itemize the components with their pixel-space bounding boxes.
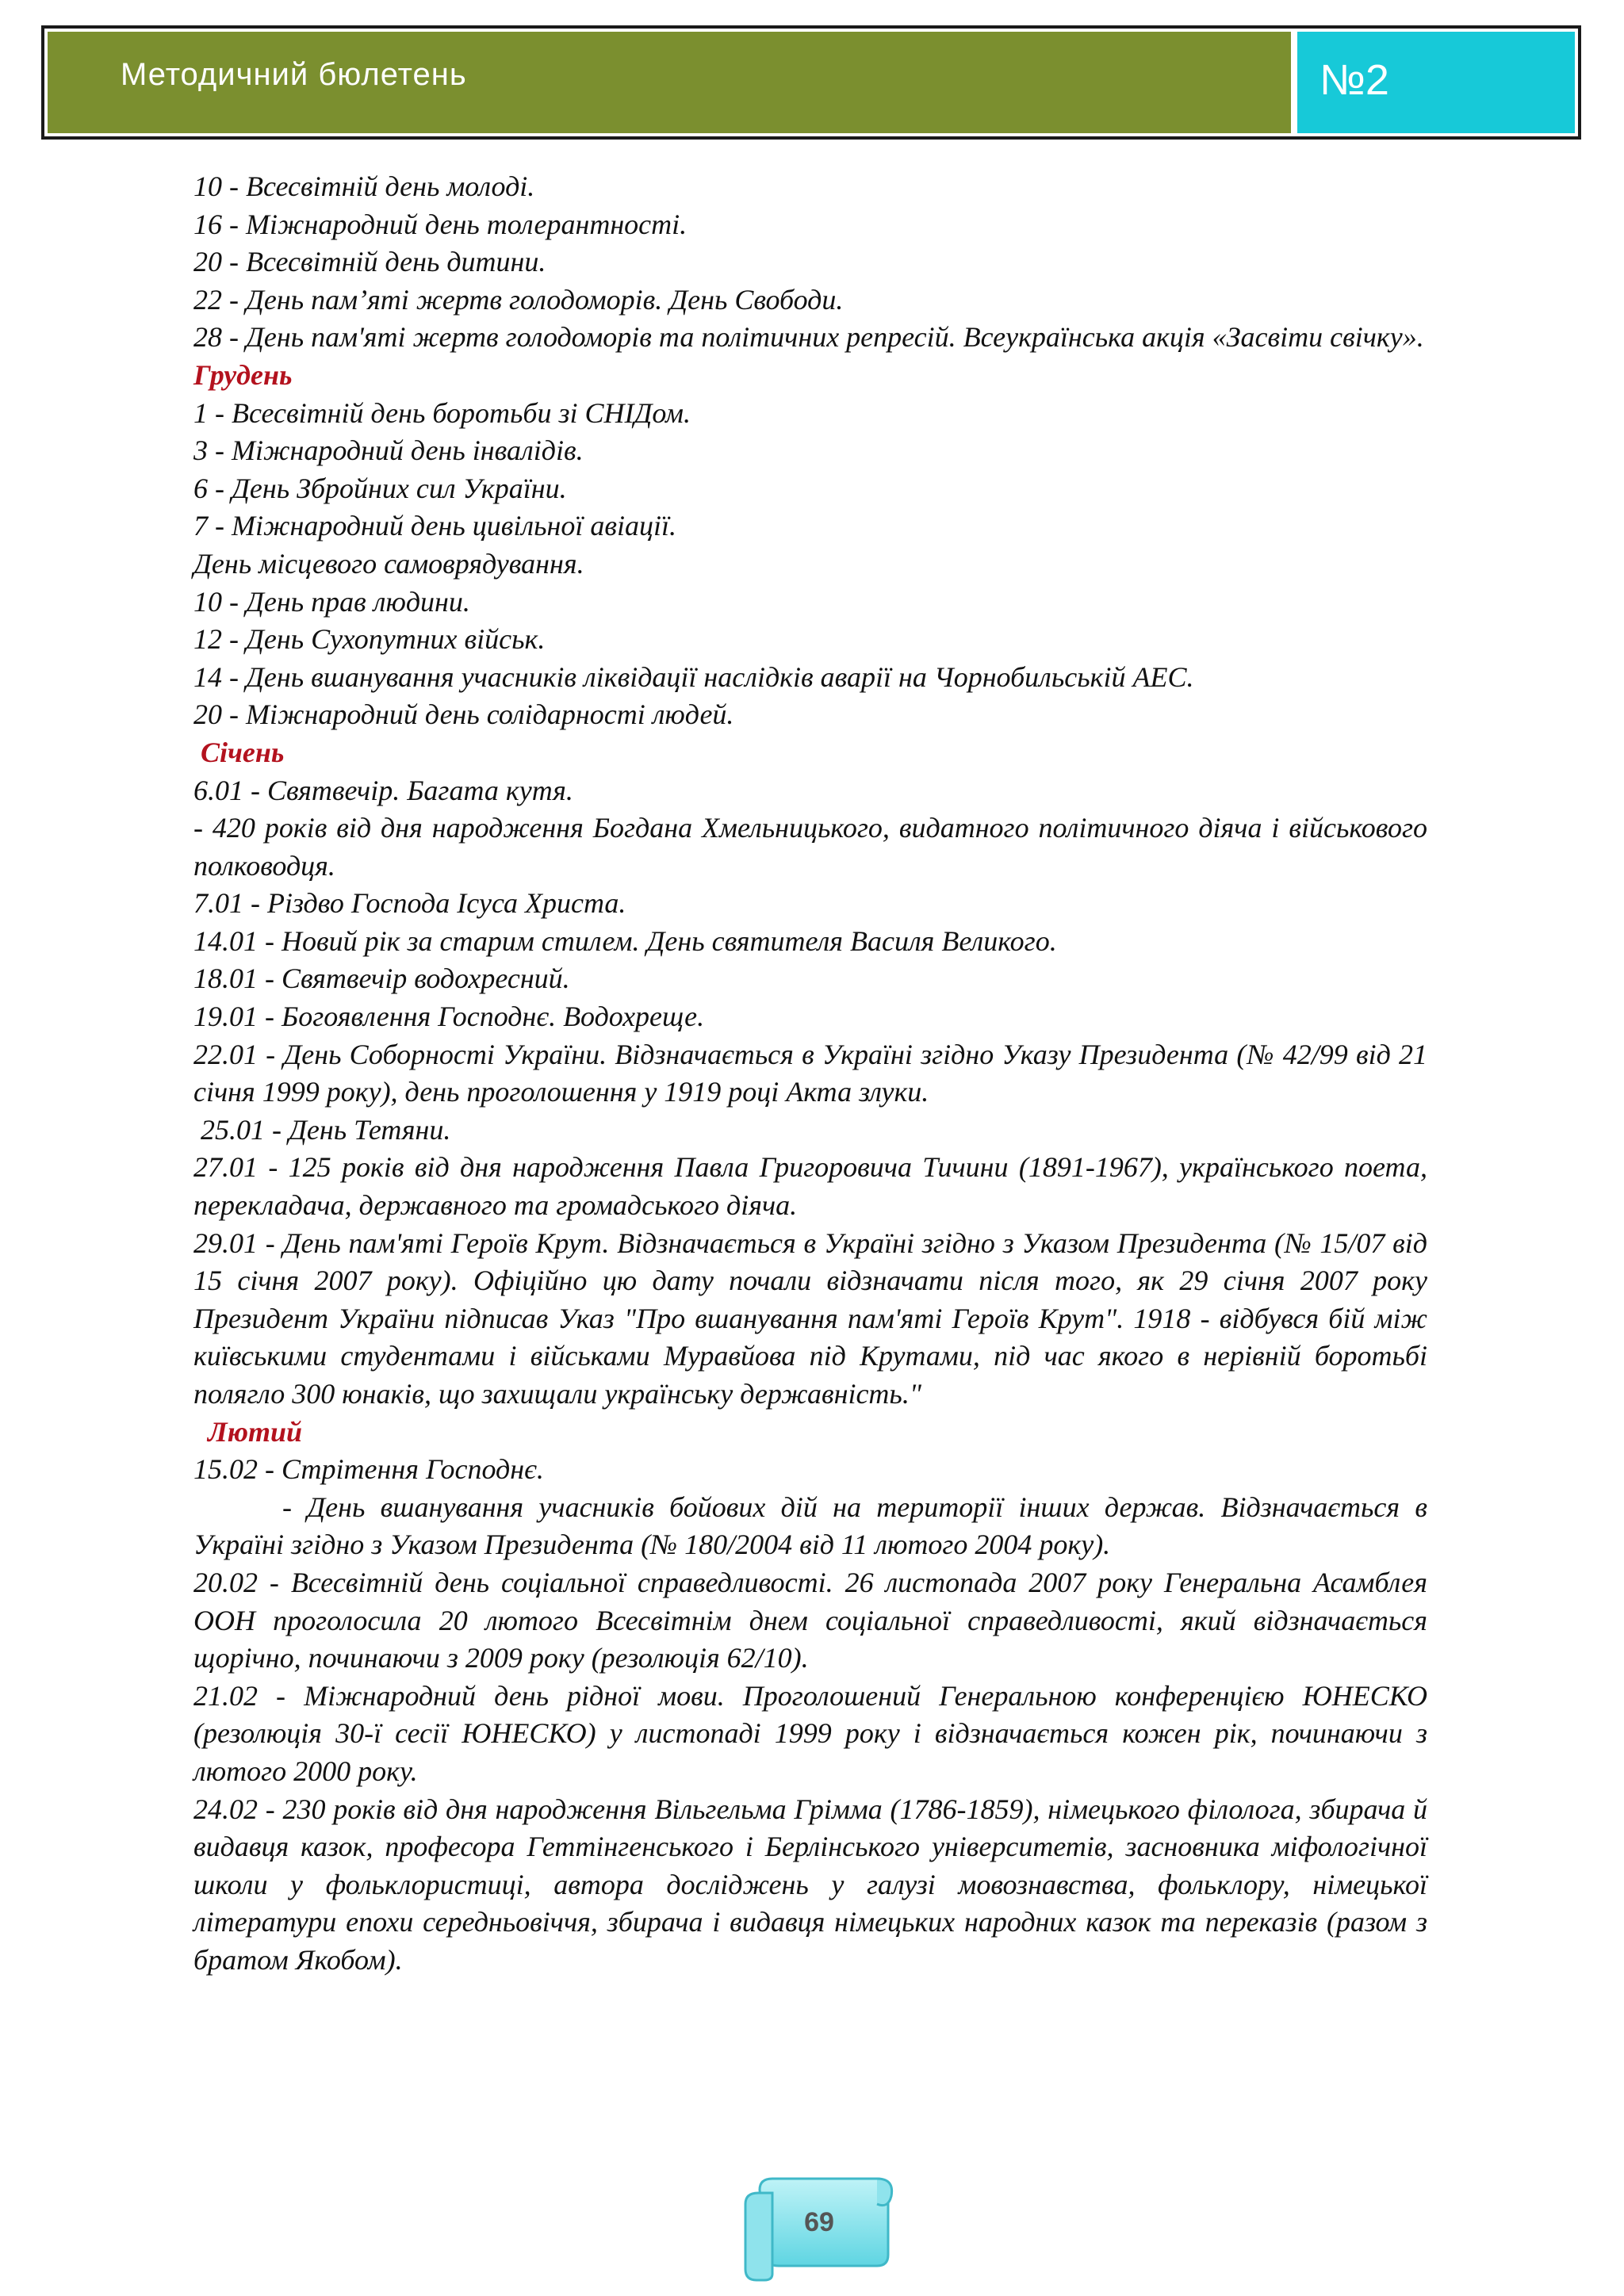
month-heading-february: Лютий xyxy=(193,1415,303,1448)
text-paragraph: - 420 років від дня народження Богдана Хмельницького, видатного політичного діяча і військового полководця. xyxy=(193,812,1427,882)
text-paragraph: 24.02 - 230 років від дня народження Вільгельма Грімма (1786-1859), німецького філолога, збирача й видавця казок, професора Геттінгенського і Берлінського університетів, засновника міфологічної школи у фольклористиці, автора досліджень у галузі мовознавства, фольклору, німецької літератури епохи середньовіччя, збирача і видавця німецьких народних казок та переказів (разом з братом Якобом). xyxy=(193,1793,1427,1976)
text-line: 20 - Всесвітній день дитини. xyxy=(193,246,546,278)
text-line: 19.01 - Богоявлення Господнє. Водохреще. xyxy=(193,1001,705,1033)
text-paragraph: 27.01 - 125 років від дня народження Павла Григоровича Тичини (1891-1967), українського поета, перекладача, державного та громадського діяча. xyxy=(193,1151,1427,1222)
text-line: 22 - День пам’яті жертв голодоморів. День Свободи. xyxy=(193,283,844,316)
page-number: 69 xyxy=(804,2207,834,2237)
bulletin-title: Методичний бюлетень xyxy=(121,57,467,92)
text-paragraph: - День вшанування учасників бойових дій на території інших держав. Відзначається в Україні згідно з Указом Президента (№ 180/2004 від 11 лютого 2004 року). xyxy=(193,1490,1427,1561)
text-paragraph: 20.02 - Всесвітній день соціальної справедливості. 26 листопада 2007 року Генеральна Асамблея ООН проголосила 20 лютого Всесвітнім днем соціальної справедливості, який відзначається щорічно, починаючи з 2009 року (резолюція 62/10). xyxy=(193,1566,1427,1674)
month-heading-december: Грудень xyxy=(193,358,293,391)
text-line: 3 - Міжнародний день інвалідів. xyxy=(193,434,584,467)
text-line: 10 - День прав людини. xyxy=(193,585,470,618)
text-line: 20 - Міжнародний день солідарності людей. xyxy=(193,698,734,731)
text-paragraph: 29.01 - День пам'яті Героїв Крут. Відзначається в Україні згідно з Указом Президента (№ 15/07 від 15 січня 2007 року). Офіційно цю дату почали відзначати після того, як 29 січня 2007 року Президент України підписав Указ "Про вшанування пам'яті Героїв Крут". 1918 - відбувся бій між київськими студентами і військами Муравйова під Крутами, під час якого в нерівній боротьбі полягло 300 юнаків, що захищали українську державність." xyxy=(193,1226,1427,1410)
text-line: 6.01 - Святвечір. Багата кутя. xyxy=(193,774,573,806)
text-line: 14.01 - Новий рік за старим стилем. День святителя Василя Великого. xyxy=(193,924,1057,957)
text-paragraph: 21.02 - Міжнародний день рідної мови. Проголошений Генеральною конференцією ЮНЕСКО (резолюція 30-ї сесії ЮНЕСКО) у листопаді 1999 року і відзначається кожен рік, починаючи з лютого 2000 року. xyxy=(193,1679,1427,1787)
text-line: 25.01 - День Тетяни. xyxy=(193,1113,451,1146)
text-line: 10 - Всесвітній день молоді. xyxy=(193,170,535,202)
month-heading-january: Січень xyxy=(193,736,285,768)
text-line: 7.01 - Різдво Господа Ісуса Христа. xyxy=(193,887,626,920)
issue-number: №2 xyxy=(1320,56,1389,104)
text-line: 14 - День вшанування учасників ліквідації наслідків аварії на Чорнобильській АЕС. xyxy=(193,660,1194,693)
text-paragraph: 22.01 - День Соборності України. Відзначається в Україні згідно Указу Президента (№ 42/99 від 21 січня 1999 року), день проголошення у 1919 році Акта злуки. xyxy=(193,1038,1427,1108)
text-line: 7 - Міжнародний день цивільної авіації. xyxy=(193,510,676,542)
text-line: 16 - Міжнародний день толерантності. xyxy=(193,208,688,240)
text-line: 12 - День Сухопутних військ. xyxy=(193,623,546,656)
text-line: 1 - Всесвітній день боротьби зі СНІДом. xyxy=(193,396,691,429)
text-line: 6 - День Збройних сил України. xyxy=(193,472,567,504)
calendar-text xyxy=(193,168,1427,1980)
text-paragraph: 28 - День пам'яті жертв голодоморів та політичних репресій. Всеукраїнська акція «Засвіти свічку». xyxy=(193,321,1424,354)
text-line: День місцевого самоврядування. xyxy=(193,547,584,580)
text-line: 18.01 - Святвечір водохресний. xyxy=(193,962,570,995)
text-line: 15.02 - Стрітення Господнє. xyxy=(193,1453,544,1486)
